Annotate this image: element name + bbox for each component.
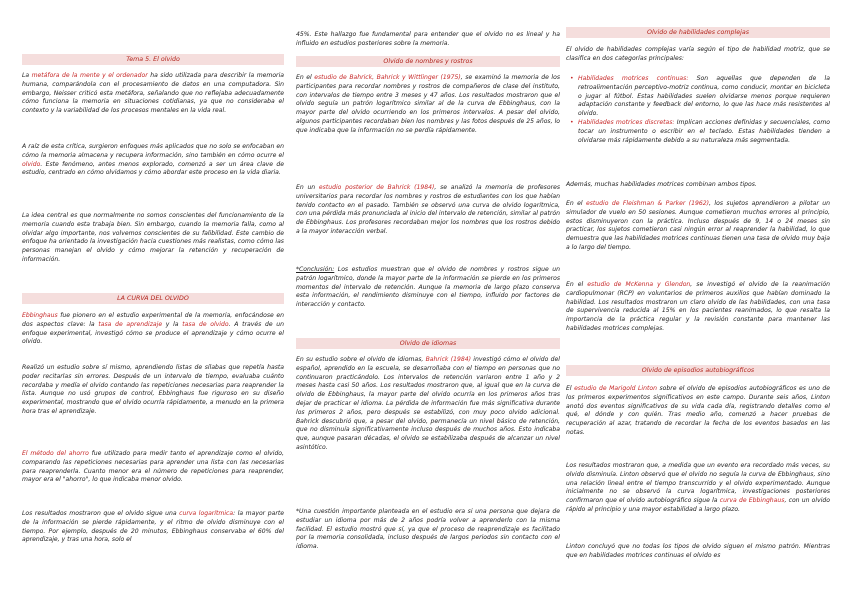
- paragraph-resultados-linton: Los resultados mostraron que, a medida que un evento era recordado más veces, su olvido disminuía. Linton observó que el olvido no seguía la curva de Ebbinghaus, sino una relación lineal entre el tiempo transcurrido y el olvido experimentado. Aunque inicialmente no se observó la curva logarítmica, investigaciones posteriores confirmaron que el olvido autobiográfico sigue la curva de Ebbinghaus, con un olvido rápido al principio y una mayor estabilidad a largo plazo.: [566, 462, 830, 513]
- paragraph-ebbinghaus: Ebbinghaus fue pionero en el estudio experimental de la memoria, enfocándose en dos aspectos clave: la tasa de aprendizaje y la tasa de olvido. A través de un enfoque experimental, investigó cómo se produce el aprendizaje y cómo ocurre el olvido.: [22, 312, 284, 346]
- paragraph-critica: A raíz de esta crítica, surgieron enfoques más aplicados que no solo se enfocaban en cómo la memoria almacena y recupera información, sino también en cómo ocurre el olvido. Este fenómeno, antes menos explorado, comenzó a ser un área clave de estudio, centrado en cómo olvidamos y cómo abordar este proceso en la vida diaria.: [22, 143, 284, 177]
- section-header-habilidades: Olvido de habilidades complejas: [566, 27, 830, 38]
- list-item: • Habilidades motrices discretas: Implican acciones definidas y secuenciales, como tocar un instrumento o escribir en el teclado. Estas habilidades tienden a olvidarse más rápidamente debido a su naturaleza más segmentada.: [570, 118, 830, 144]
- paragraph-cuestion-importante: *Una cuestión importante planteada en el estudio era si una persona que dejara de estudiar un idioma por más de 2 años podría volver a aprenderlo con la misma facilidad. El estudio mostró que sí, ya que el proceso de reaprendizaje es facilitado por la memoria consolidada, incluso después de largos periodos sin contacto con el idioma.: [296, 508, 560, 551]
- paragraph-bahrick-1975: En el estudio de Bahrick, Bahrick y Wittlinger (1975), se examinó la memoria de los participantes para recordar nombres y rostros de compañeros de clase del instituto, con intervalos de tiempo entre 3 meses y 47 años. Los resultados mostraron que el olvido seguía un patrón logarítmico similar al de la curva de Ebbinghaus, con la mayor parte del olvido ocurriendo en los primeros intervalos. A pesar del olvido, algunos participantes recordaban bien los nombres y las fotos después de 25 años, lo que indicaba que la información no se perdía rápidamente.: [296, 74, 561, 134]
- list-item: • Habilidades motrices continuas: Son aquellas que dependen de la retroalimentación perceptivo-motriz continua, como conducir, montar en bicicleta o jugar al fútbol. Estas habilidades suelen olvidarse menos porque requieren adaptación constante y feedback del entorno, lo que las hace más resistentes al olvido.: [570, 75, 830, 118]
- section-header-nombres-rostros: Olvido de nombres y rostros: [296, 56, 560, 67]
- section-header-idiomas: Olvido de idiomas: [296, 338, 560, 349]
- highlight-metafora: metáfora de la mente y el ordenador: [31, 72, 148, 79]
- paragraph-conclusion-linton: Linton concluyó que no todas los tipos de olvido siguen el mismo patrón. Mientras que en habilidades motrices continuas el olvido es: [566, 543, 830, 559]
- highlight-olvido: olvido: [22, 160, 41, 168]
- paragraph-metodo-ahorro: El método del ahorro fue utilizado para medir tanto el aprendizaje como el olvido, comparando las repeticiones necesarias para aprender una lista con las necesarias para reaprenderla. Cuanto menor era el número de repeticiones para reaprender, mayor era el "ahorro", lo que indicaba menor olvido.: [22, 450, 284, 484]
- paragraph-hallazgo: 45%. Este hallazgo fue fundamental para entender que el olvido no es lineal y ha influido en estudios posteriores sobre la memoria.: [296, 31, 560, 47]
- list-habilidades: [566, 75, 830, 145]
- paragraph-habilidades-intro: El olvido de habilidades complejas varía según el tipo de habilidad motriz, que se clasifica en dos categorías principales:: [566, 46, 830, 62]
- paragraph-idea-central: La idea central es que normalmente no somos conscientes del funcionamiento de la memoria cuando esta trabaja bien. Sin embargo, cuando la memoria falla, como al olvidar algo importante, nos volvemos conscientes de su falibilidad. Este cambio de enfoque ha orientado la investigación hacia cuestiones más realistas, como cómo las personas manejan el olvido y cómo mejorar la retención y recuperación de información.: [22, 212, 284, 263]
- paragraph-fleishman: En el estudio de Fleishman & Parker (1962), los sujetos aprendieron a pilotar un simulador de vuelo en 50 sesiones. Aunque cometieron muchos errores al principio, estos disminuyeron con la práctica. Incluso después de 9, 14 o 24 meses sin practicar, los sujetos cometieron casi ningún error al reaprender la habilidad, lo que demuestra que las habilidades motrices continuas tienen una tasa de olvido muy baja a lo largo del tiempo.: [566, 200, 831, 251]
- paragraph-mckenna: En el estudio de McKenna y Glendon, se investigó el olvido de la reanimación cardiopulmonar (RCP) en voluntarios de primeros auxilios que habían dominado la habilidad. Los resultados mostraron un claro olvido de las habilidades, con una tasa de supervivencia reducida al 15% en los pacientes reanimados, lo que resalta la importancia de la práctica regular y la revisión constante para mantener las habilidades motrices complejas.: [566, 281, 830, 332]
- section-header-tema5: Tema 5. El olvido: [22, 54, 284, 65]
- paragraph-linton: El estudio de Marigold Linton sobre el olvido de episodios autobiográficos es uno de los primeros experimentos significativos en este campo. Durante seis años, Linton anotó dos eventos significativos de su vida cada día, registrando detalles como el qué, el dónde y con quién. Tras medio año, comenzó a hacer pruebas de recuperación al azar, tratando de recordar la fecha de los eventos basados en las notas.: [566, 385, 831, 436]
- section-header-autobiograficos: Olvido de episodios autobiográficos: [566, 365, 830, 376]
- paragraph-metafora: La metáfora de la mente y el ordenador ha sido utilizada para describir la memoria humana, comparándola con el procesamiento de datos en una computadora. Sin embargo, Neisser criticó esta metáfora, señalando que no reflejaba adecuadamente cómo funciona la memoria en situaciones cotidianas, ya que no consideraba el contexto y la variabilidad de los procesos mentales en la vida real.: [22, 72, 284, 115]
- paragraph-resultados-curva: Los resultados mostraron que el olvido sigue una curva logarítmica: la mayor parte de la información se pierde rápidamente, y el ritmo de olvido disminuye con el tiempo. Por ejemplo, después de 20 minutos, Ebbinghaus conservaba el 60% del aprendizaje, y tras una hora, solo el: [22, 510, 284, 544]
- section-header-curva: LA CURVA DEL OLVIDO: [22, 293, 284, 304]
- paragraph-estudio-si-mismo: Realizó un estudio sobre sí mismo, aprendiendo listas de sílabas que repetía hasta poder recitarlas sin errores. Después de un intervalo de tiempo, evaluaba cuánto recordaba y medía el olvido contando las repeticiones necesarias para reaprender la lista. Aunque no usó grupos de control, Ebbinghaus fue riguroso en su diseño experimental, mostrando que el olvido ocurría rápidamente, a menudo en la primera hora tras el aprendizaje.: [22, 364, 284, 415]
- paragraph-olvido-idiomas: En su estudio sobre el olvido de idiomas, Bahrick (1984) investigó cómo el olvido del español, aprendido en la escuela, se desarrollaba con el tiempo en personas que no continuaron practicándolo. Los intervalos de retención variaron entre 1 año y 2 meses hasta casi 50 años. Los resultados mostraron que, al igual que en la curva de olvido de Ebbinghaus, la mayor parte del olvido ocurría en los primeros años tras dejar de practicar el idioma. La pérdida de información fue más significativa durante los primeros 2 años, pero después se estabilizó, con muy poco olvido adicional. Bahrick descubrió que, a pesar del olvido, permanecía un nivel básico de retención, que no disminuía significativamente incluso después de muchos años. Esto indicaba que, aunque pasaran décadas, el olvido se estabilizaba después de alcanzar un nivel asintótico.: [296, 356, 560, 451]
- paragraph-ambos-tipos: Además, muchas habilidades motrices combinan ambos tipos.: [566, 181, 757, 188]
- paragraph-bahrick-1984: En un estudio posterior de Bahrick (1984), se analizó la memoria de profesores universitarios para recordar los nombres y rostros de estudiantes con los que habían tenido contacto en el pasado. También se observó una curva de olvido logarítmica, con una pérdida más pronunciada al inicio del intervalo de retención, similar al patrón de Ebbinghaus. Los profesores recordaban mejor los nombres que los rostros debido a la mayor interacción verbal.: [296, 184, 561, 235]
- paragraph-conclusion: *Conclusión: Los estudios muestran que el olvido de nombres y rostros sigue un patrón logarítmico, donde la mayor parte de la información se pierde en los primeros momentos del intervalo de retención. Aunque la memoria de largo plazo conserva esta información, el rendimiento disminuye con el tiempo, influido por factores de interacción y contacto.: [296, 266, 560, 309]
